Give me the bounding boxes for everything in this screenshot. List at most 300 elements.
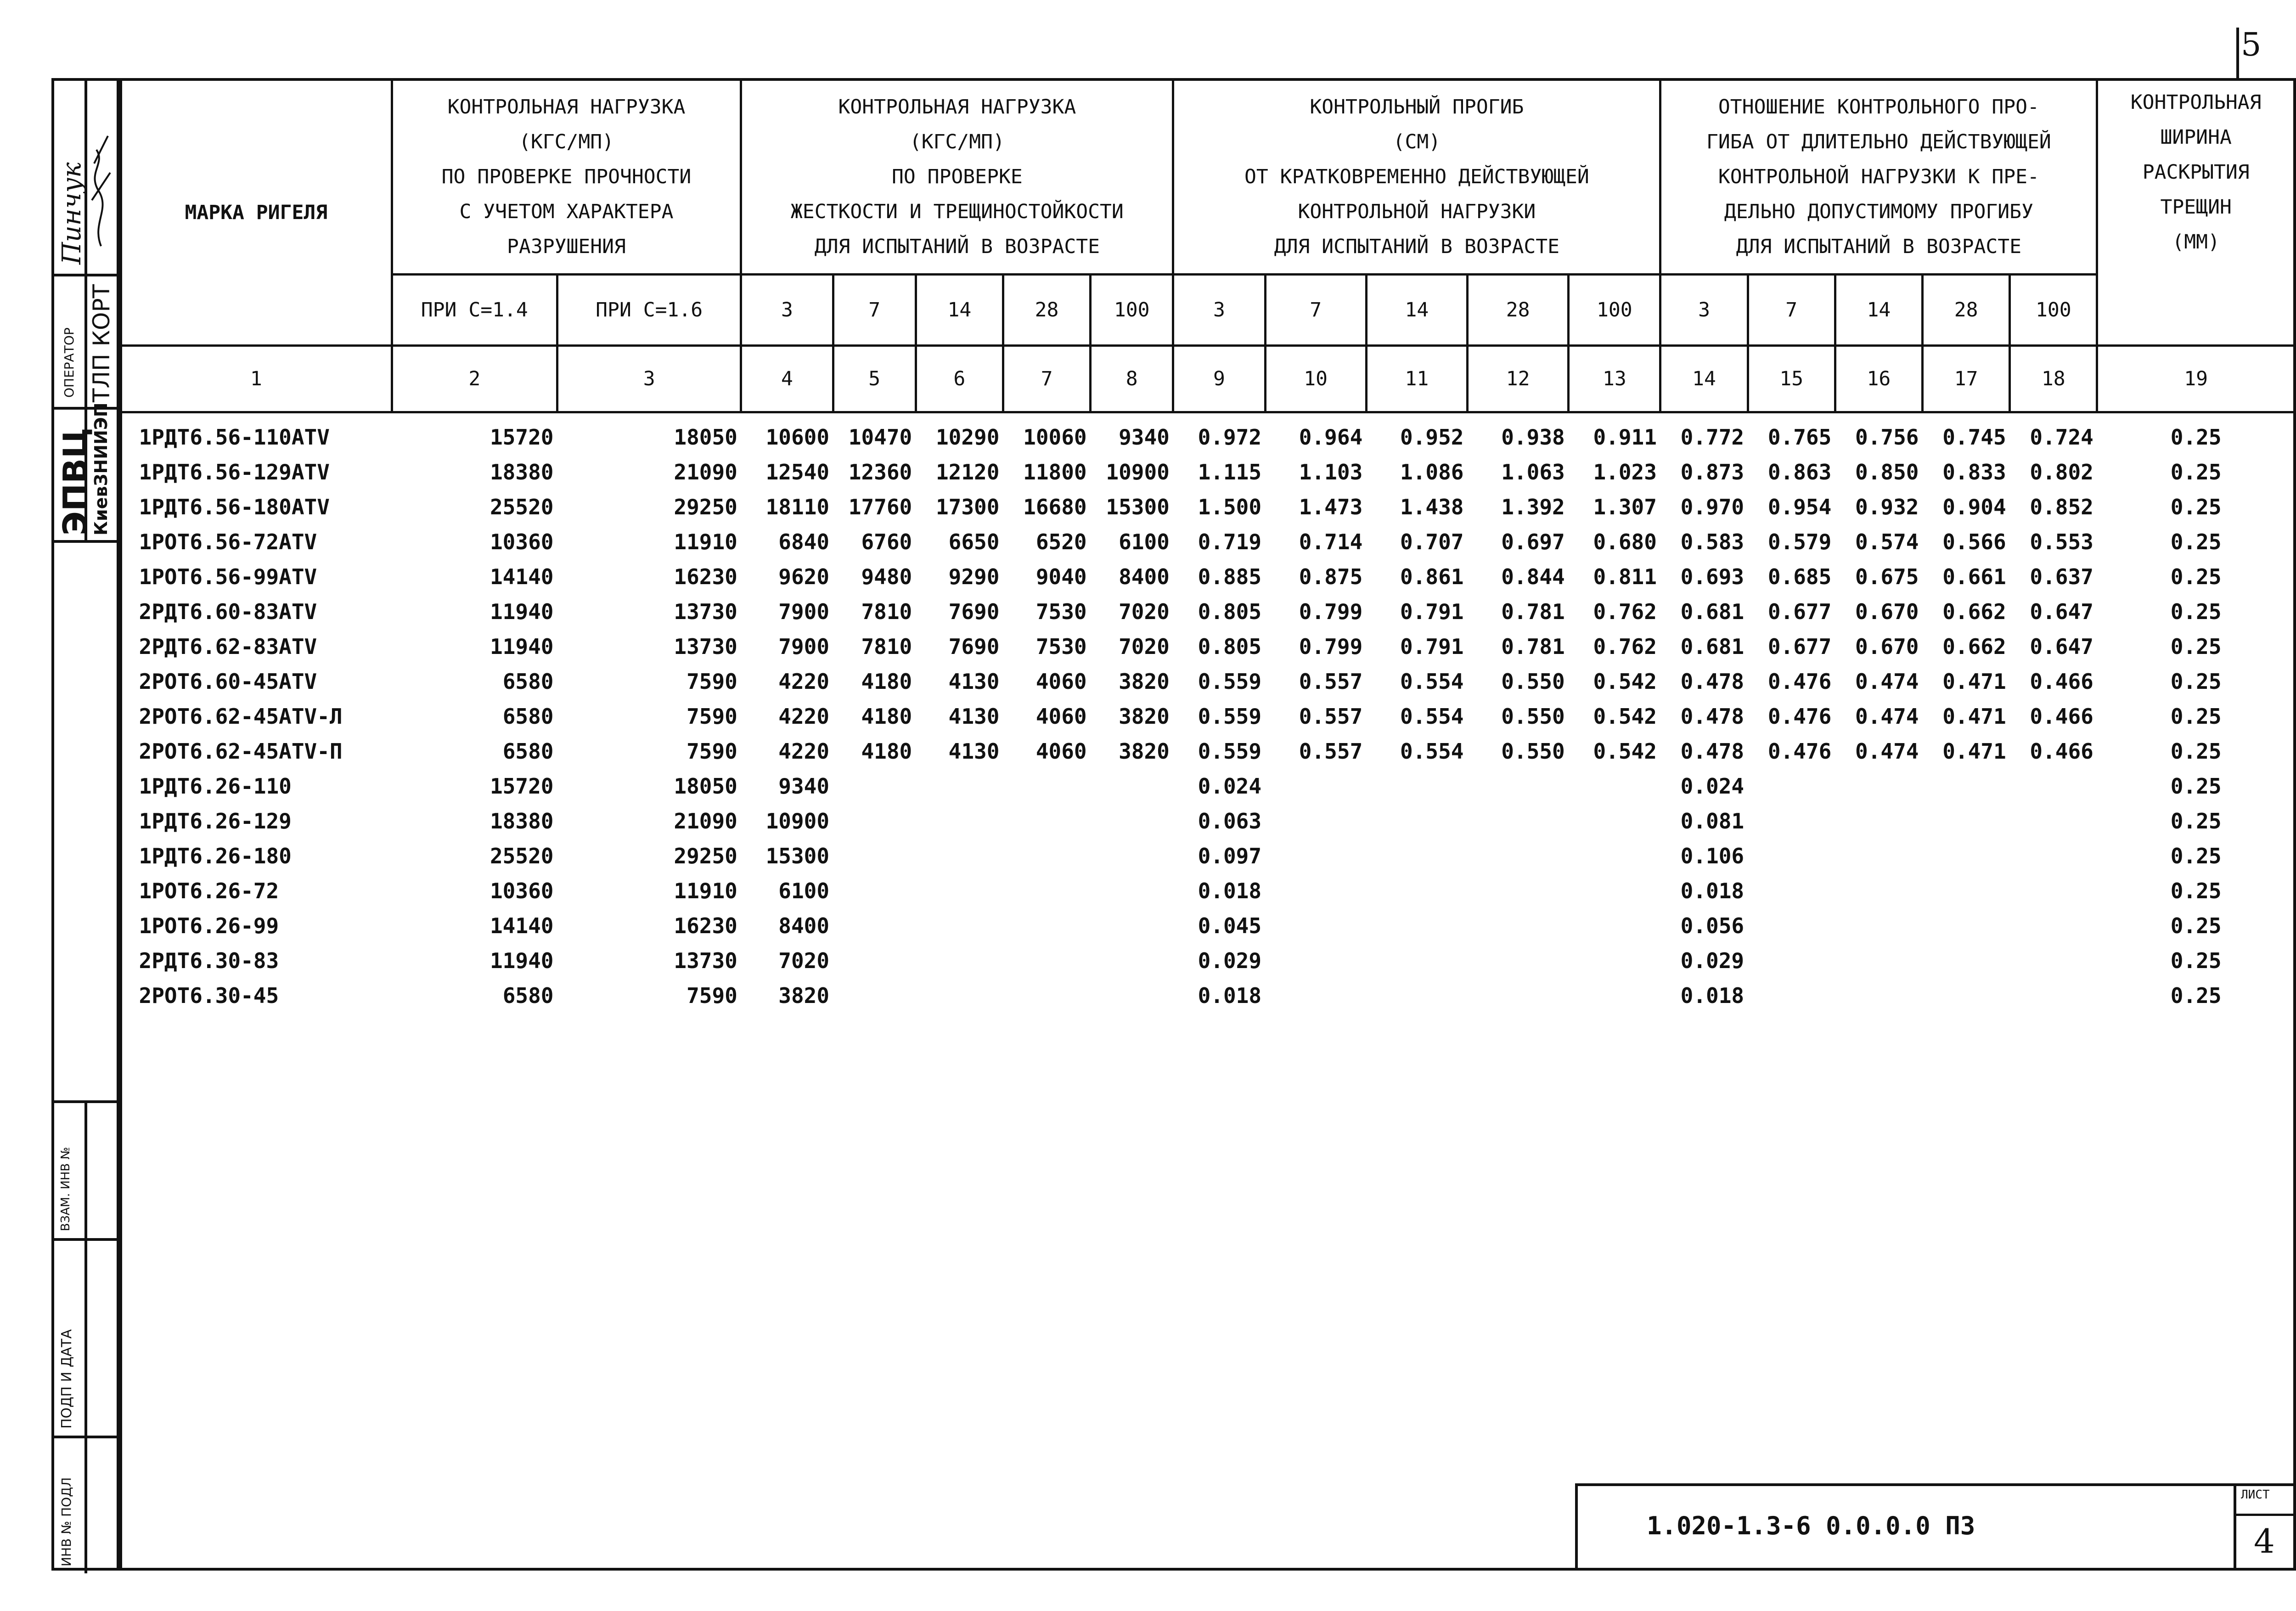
table-row	[121, 490, 2295, 524]
table-cell: 0.762	[1593, 599, 1657, 624]
table-cell: 0.719	[1198, 529, 1262, 554]
table-cell: 1.115	[1198, 460, 1262, 484]
table-cell: 0.675	[1855, 564, 1919, 589]
table-cell	[1748, 804, 1835, 839]
side-stamp-divider	[54, 1436, 117, 1438]
table-cell: 0.471	[1942, 669, 2006, 694]
table-cell	[1748, 943, 1835, 978]
table-cell: 0.724	[2030, 425, 2093, 450]
table-cell: 0.677	[1767, 599, 1832, 624]
table-cell: 0.863	[1767, 460, 1832, 484]
table-cell: 0.25	[2170, 495, 2222, 519]
table-row	[121, 594, 2295, 629]
data-table	[119, 78, 2296, 1013]
column-number: 9	[1173, 346, 1265, 412]
table-row	[121, 873, 2295, 908]
table-cell: 0.662	[1942, 599, 2006, 624]
table-cell: 12120	[935, 460, 1000, 484]
table-cell: 0.25	[2170, 739, 2222, 764]
table-cell: 14140	[490, 913, 554, 938]
table-cell: 4060	[1035, 739, 1087, 764]
table-cell: 0.25	[2170, 913, 2222, 938]
table-cell: 0.799	[1299, 634, 1363, 659]
header-age: 3	[741, 275, 833, 346]
doc-code: 1.020-1.3-6 0.0.0.0 ПЗ	[1647, 1511, 1975, 1540]
beam-mark: 1РОТ6.26-72	[139, 879, 279, 903]
table-cell: 9340	[1119, 425, 1170, 450]
sheet-label: ЛИСТ	[2241, 1488, 2270, 1502]
table-cell	[1003, 839, 1090, 873]
table-cell: 18380	[490, 809, 554, 834]
table-cell: 6580	[502, 983, 554, 1008]
column-number: 11	[1366, 346, 1467, 412]
table-cell	[1366, 839, 1467, 873]
table-cell: 6520	[1035, 529, 1087, 554]
table-cell: 0.474	[1855, 669, 1919, 694]
table-cell: 13730	[674, 599, 737, 624]
table-cell: 0.762	[1593, 634, 1657, 659]
table-cell: 6100	[778, 879, 830, 903]
table-cell: 16230	[674, 564, 737, 589]
table-cell: 0.557	[1299, 669, 1363, 694]
table-row	[121, 769, 2295, 804]
beam-mark: 2РОТ6.62-45АТV-П	[139, 739, 343, 764]
table-cell: 1.392	[1501, 495, 1565, 519]
table-cell: 0.873	[1680, 460, 1745, 484]
table-cell	[2010, 769, 2097, 804]
column-number: 14	[1660, 346, 1748, 412]
table-cell	[1003, 769, 1090, 804]
table-cell: 0.714	[1299, 529, 1363, 554]
table-row	[121, 804, 2295, 839]
table-cell: 1.473	[1299, 495, 1363, 519]
table-cell: 0.550	[1501, 704, 1565, 729]
table-cell: 9340	[778, 774, 830, 799]
table-cell: 6100	[1119, 529, 1170, 554]
table-cell: 0.029	[1680, 948, 1745, 973]
column-number: 7	[1003, 346, 1090, 412]
beam-mark: 2РДТ6.60-83АТV	[139, 599, 317, 624]
table-cell: 0.566	[1942, 529, 2006, 554]
table-cell: 0.681	[1680, 599, 1745, 624]
column-number: 10	[1265, 346, 1366, 412]
header-stiffness: КОНТРОЛЬНАЯ НАГРУЗКА (КГС/МП) ПО ПРОВЕРКЕ ЖЕСТКОСТИ И ТРЕЩИНОСТОЙКОСТИ ДЛЯ ИСПЫТАНИЙ В ВОЗРАСТЕ	[741, 79, 1173, 275]
table-cell	[1835, 978, 1922, 1013]
table-cell: 0.781	[1501, 634, 1565, 659]
header-age: 7	[1748, 275, 1835, 346]
table-cell: 6840	[778, 529, 830, 554]
table-cell	[1468, 839, 1569, 873]
table-cell: 0.045	[1198, 913, 1262, 938]
side-stamp-divider	[54, 540, 117, 543]
table-cell	[833, 769, 916, 804]
table-cell	[1265, 873, 1366, 908]
table-cell: 4130	[948, 704, 1000, 729]
table-cell: 0.964	[1299, 425, 1363, 450]
table-cell: 0.542	[1593, 739, 1657, 764]
table-cell: 0.904	[1942, 495, 2006, 519]
table-cell	[1569, 804, 1660, 839]
table-cell	[2010, 978, 2097, 1013]
table-cell	[833, 873, 916, 908]
table-cell: 0.018	[1680, 879, 1745, 903]
beam-mark: 1РОТ6.56-72АТV	[139, 529, 317, 554]
table-cell: 0.781	[1501, 599, 1565, 624]
table-cell	[1923, 769, 2010, 804]
table-cell: 8400	[778, 913, 830, 938]
table-cell	[1569, 908, 1660, 943]
beam-mark: 2РОТ6.62-45АТV-Л	[139, 704, 343, 729]
header-age: 7	[833, 275, 916, 346]
inv-podl-label: ИНВ № ПОДЛ	[59, 1477, 74, 1566]
table-cell	[2010, 873, 2097, 908]
table-cell: 12540	[765, 460, 830, 484]
header-strength: КОНТРОЛЬНАЯ НАГРУЗКА (КГС/МП) ПО ПРОВЕРКЕ ПРОЧНОСТИ С УЧЕТОМ ХАРАКТЕРА РАЗРУШЕНИЯ	[392, 79, 741, 275]
operator-label: ОПЕРАТОР	[62, 327, 77, 398]
table-cell: 7530	[1035, 599, 1087, 624]
table-cell: 4180	[861, 704, 912, 729]
table-cell: 0.559	[1198, 669, 1262, 694]
table-cell	[833, 908, 916, 943]
dept-label: ТЛП КОРТ	[88, 284, 115, 402]
header-age: 7	[1265, 275, 1366, 346]
table-cell	[1366, 943, 1467, 978]
table-cell: 10900	[765, 809, 830, 834]
table-cell: 0.106	[1680, 844, 1745, 868]
header-age: 100	[1569, 275, 1660, 346]
table-cell: 9040	[1035, 564, 1087, 589]
header-age: 28	[1003, 275, 1090, 346]
table-cell	[2010, 839, 2097, 873]
table-cell: 18380	[490, 460, 554, 484]
table-cell	[1003, 978, 1090, 1013]
table-cell	[1569, 769, 1660, 804]
side-stamp	[51, 78, 119, 1571]
table-cell: 7590	[687, 669, 737, 694]
table-cell	[1569, 943, 1660, 978]
table-cell: 3820	[778, 983, 830, 1008]
table-cell: 7690	[948, 599, 1000, 624]
header-age: 14	[916, 275, 1003, 346]
beam-mark: 1РОТ6.26-99	[139, 913, 279, 938]
table-cell: 6650	[948, 529, 1000, 554]
table-cell	[1091, 908, 1173, 943]
table-cell: 18050	[674, 425, 737, 450]
table-cell: 13730	[674, 948, 737, 973]
table-cell	[1003, 908, 1090, 943]
table-cell: 3820	[1119, 704, 1170, 729]
table-row	[121, 412, 2295, 455]
table-cell: 1.307	[1593, 495, 1657, 519]
table-cell	[2010, 943, 2097, 978]
table-cell: 7690	[948, 634, 1000, 659]
table-cell: 0.681	[1680, 634, 1745, 659]
table-cell: 0.685	[1767, 564, 1832, 589]
table-cell	[1265, 943, 1366, 978]
table-cell	[1748, 908, 1835, 943]
table-cell	[1366, 978, 1467, 1013]
table-cell	[916, 908, 1003, 943]
table-cell: 0.647	[2030, 599, 2093, 624]
org-sub: КиевЗНИИЭП	[91, 402, 111, 535]
table-cell	[1923, 908, 2010, 943]
table-cell: 6580	[502, 739, 554, 764]
table-row	[121, 455, 2295, 490]
table-cell: 10900	[1106, 460, 1170, 484]
table-cell: 7810	[861, 634, 912, 659]
table-cell: 0.791	[1400, 599, 1464, 624]
table-cell: 25520	[490, 844, 554, 868]
table-cell: 0.25	[2170, 983, 2222, 1008]
beam-mark: 1РДТ6.56-180АТV	[139, 495, 330, 519]
table-cell: 7020	[778, 948, 830, 973]
table-cell	[916, 943, 1003, 978]
header-age: 14	[1835, 275, 1922, 346]
table-cell	[1366, 769, 1467, 804]
table-cell: 4130	[948, 739, 1000, 764]
table-cell	[916, 839, 1003, 873]
table-cell: 10600	[765, 425, 830, 450]
table-cell: 0.25	[2170, 634, 2222, 659]
table-cell: 1.438	[1400, 495, 1464, 519]
table-cell	[1748, 873, 1835, 908]
table-cell: 29250	[674, 844, 737, 868]
beam-mark: 1РДТ6.26-129	[139, 809, 292, 834]
table-cell: 0.471	[1942, 704, 2006, 729]
table-cell: 0.875	[1299, 564, 1363, 589]
table-cell: 0.680	[1593, 529, 1657, 554]
table-cell	[1366, 873, 1467, 908]
beam-mark: 1РДТ6.26-110	[139, 774, 292, 799]
header-crack-width: КОНТРОЛЬНАЯ ШИРИНА РАСКРЫТИЯ ТРЕЩИН (ММ)	[2097, 79, 2295, 346]
header-age: 28	[1923, 275, 2010, 346]
table-cell	[1835, 769, 1922, 804]
table-cell: 7810	[861, 599, 912, 624]
table-cell: 10470	[848, 425, 912, 450]
table-cell: 21090	[674, 809, 737, 834]
column-number: 18	[2010, 346, 2097, 412]
table-cell: 6580	[502, 669, 554, 694]
table-cell: 9290	[948, 564, 1000, 589]
table-row	[121, 839, 2295, 873]
table-cell	[1265, 769, 1366, 804]
table-cell	[916, 769, 1003, 804]
table-cell: 0.018	[1198, 983, 1262, 1008]
table-cell: 0.850	[1855, 460, 1919, 484]
table-cell	[1923, 978, 2010, 1013]
table-cell: 0.765	[1767, 425, 1832, 450]
column-number: 12	[1468, 346, 1569, 412]
table-cell: 9620	[778, 564, 830, 589]
table-cell	[1468, 769, 1569, 804]
table-row	[121, 629, 2295, 664]
table-cell: 0.466	[2030, 669, 2093, 694]
table-cell	[1091, 769, 1173, 804]
table-cell: 4180	[861, 739, 912, 764]
side-stamp-vline-lower	[84, 1100, 87, 1573]
table-cell: 11910	[674, 879, 737, 903]
table-cell	[1748, 839, 1835, 873]
table-cell: 0.018	[1680, 983, 1745, 1008]
table-cell	[1003, 804, 1090, 839]
table-cell: 0.25	[2170, 460, 2222, 484]
table-cell: 0.911	[1593, 425, 1657, 450]
table-cell	[1923, 943, 2010, 978]
sheet-number: 4	[2254, 1522, 2275, 1560]
table-cell: 0.799	[1299, 599, 1363, 624]
table-cell: 0.024	[1680, 774, 1745, 799]
table-cell: 4130	[948, 669, 1000, 694]
table-cell: 15300	[765, 844, 830, 868]
table-cell: 0.25	[2170, 774, 2222, 799]
table-cell: 7900	[778, 599, 830, 624]
table-cell	[833, 943, 916, 978]
table-cell	[2010, 908, 2097, 943]
table-cell: 0.018	[1198, 879, 1262, 903]
table-cell: 0.802	[2030, 460, 2093, 484]
table-cell: 16230	[674, 913, 737, 938]
table-cell	[1366, 804, 1467, 839]
table-cell	[1265, 804, 1366, 839]
header-ratio: ОТНОШЕНИЕ КОНТРОЛЬНОГО ПРО- ГИБА ОТ ДЛИТЕЛЬНО ДЕЙСТВУЮЩЕЙ КОНТРОЛЬНОЙ НАГРУЗКИ К ПРЕ- ДЕЛЬНО ДОПУСТИМОМУ ПРОГИБУ ДЛЯ ИСПЫТАНИЙ В ВОЗРАСТЕ	[1660, 79, 2097, 275]
page-number: 5	[2241, 26, 2262, 63]
header-age: 3	[1173, 275, 1265, 346]
table-cell: 0.954	[1767, 495, 1832, 519]
table-cell: 0.474	[1855, 704, 1919, 729]
table-cell	[1091, 978, 1173, 1013]
header-age: 3	[1660, 275, 1748, 346]
table-cell: 0.25	[2170, 564, 2222, 589]
table-cell: 7020	[1119, 599, 1170, 624]
table-cell: 0.471	[1942, 739, 2006, 764]
table-cell: 11940	[490, 948, 554, 973]
title-block	[1575, 1483, 2296, 1571]
beam-mark: 1РДТ6.56-129АТV	[139, 460, 330, 484]
inv-vzam-label: ВЗАМ. ИНВ №	[59, 1147, 73, 1231]
beam-mark: 2РДТ6.62-83АТV	[139, 634, 317, 659]
table-cell	[1091, 804, 1173, 839]
table-cell	[1923, 873, 2010, 908]
table-cell: 7900	[778, 634, 830, 659]
signature-mark	[87, 108, 115, 255]
header-age: 14	[1366, 275, 1467, 346]
table-cell: 0.081	[1680, 809, 1745, 834]
table-cell: 0.554	[1400, 739, 1464, 764]
table-cell: 4220	[778, 739, 830, 764]
table-cell: 0.972	[1198, 425, 1262, 450]
table-cell: 0.805	[1198, 599, 1262, 624]
table-cell: 6760	[861, 529, 912, 554]
table-cell	[1835, 943, 1922, 978]
table-cell: 0.097	[1198, 844, 1262, 868]
table-cell: 0.554	[1400, 704, 1464, 729]
table-cell	[1366, 908, 1467, 943]
table-cell: 8400	[1119, 564, 1170, 589]
table-cell: 0.553	[2030, 529, 2093, 554]
table-cell	[1091, 943, 1173, 978]
table-cell: 0.478	[1680, 704, 1745, 729]
side-stamp-divider	[54, 1238, 117, 1241]
table-cell: 0.063	[1198, 809, 1262, 834]
table-cell: 0.557	[1299, 704, 1363, 729]
table-row	[121, 559, 2295, 594]
signature-name: Пинчук	[57, 162, 87, 265]
header-c16: ПРИ С=1.6	[557, 275, 741, 346]
sheet-cell	[2234, 1486, 2293, 1568]
table-cell: 12360	[848, 460, 912, 484]
table-cell	[833, 804, 916, 839]
table-cell	[1468, 908, 1569, 943]
table-row	[121, 524, 2295, 559]
table-cell	[1923, 804, 2010, 839]
table-cell	[1748, 978, 1835, 1013]
table-cell: 6580	[502, 704, 554, 729]
beam-mark: 2РОТ6.30-45	[139, 983, 279, 1008]
table-cell	[1835, 873, 1922, 908]
table-cell: 0.550	[1501, 739, 1565, 764]
table-row	[121, 664, 2295, 699]
table-cell: 7020	[1119, 634, 1170, 659]
header-mark: МАРКА РИГЕЛЯ	[121, 79, 392, 346]
table-cell: 0.885	[1198, 564, 1262, 589]
podp-data-label: ПОДП И ДАТА	[59, 1329, 75, 1429]
table-cell	[916, 978, 1003, 1013]
table-cell: 18050	[674, 774, 737, 799]
table-cell: 11940	[490, 634, 554, 659]
table-cell: 17760	[848, 495, 912, 519]
table-cell: 11910	[674, 529, 737, 554]
table-cell: 0.852	[2030, 495, 2093, 519]
table-cell	[1003, 873, 1090, 908]
column-number: 6	[916, 346, 1003, 412]
table-cell: 10360	[490, 529, 554, 554]
table-cell: 0.25	[2170, 704, 2222, 729]
table-row	[121, 734, 2295, 769]
table-cell: 0.833	[1942, 460, 2006, 484]
table-row	[121, 943, 2295, 978]
column-number: 1	[121, 346, 392, 412]
side-stamp-divider	[54, 274, 117, 276]
table-cell: 0.476	[1767, 704, 1832, 729]
table-cell: 0.476	[1767, 669, 1832, 694]
table-cell: 1.103	[1299, 460, 1363, 484]
column-number: 2	[392, 346, 557, 412]
beam-mark: 1РДТ6.26-180	[139, 844, 292, 868]
table-cell: 0.25	[2170, 425, 2222, 450]
table-cell: 0.478	[1680, 739, 1745, 764]
header-age: 100	[2010, 275, 2097, 346]
table-cell	[1569, 839, 1660, 873]
table-cell: 0.466	[2030, 704, 2093, 729]
table-cell: 0.25	[2170, 948, 2222, 973]
table-cell: 4220	[778, 669, 830, 694]
table-cell: 0.693	[1680, 564, 1745, 589]
table-cell	[1569, 978, 1660, 1013]
table-cell: 10360	[490, 879, 554, 903]
table-cell: 0.970	[1680, 495, 1745, 519]
table-cell: 29250	[674, 495, 737, 519]
table-cell: 1.500	[1198, 495, 1262, 519]
table-cell: 0.707	[1400, 529, 1464, 554]
table-cell: 0.029	[1198, 948, 1262, 973]
beam-mark: 2РОТ6.60-45АТV	[139, 669, 317, 694]
column-number: 19	[2097, 346, 2295, 412]
table-cell: 0.670	[1855, 634, 1919, 659]
table-cell: 7590	[687, 983, 737, 1008]
table-cell: 0.938	[1501, 425, 1565, 450]
table-cell: 0.637	[2030, 564, 2093, 589]
table-cell: 0.25	[2170, 809, 2222, 834]
